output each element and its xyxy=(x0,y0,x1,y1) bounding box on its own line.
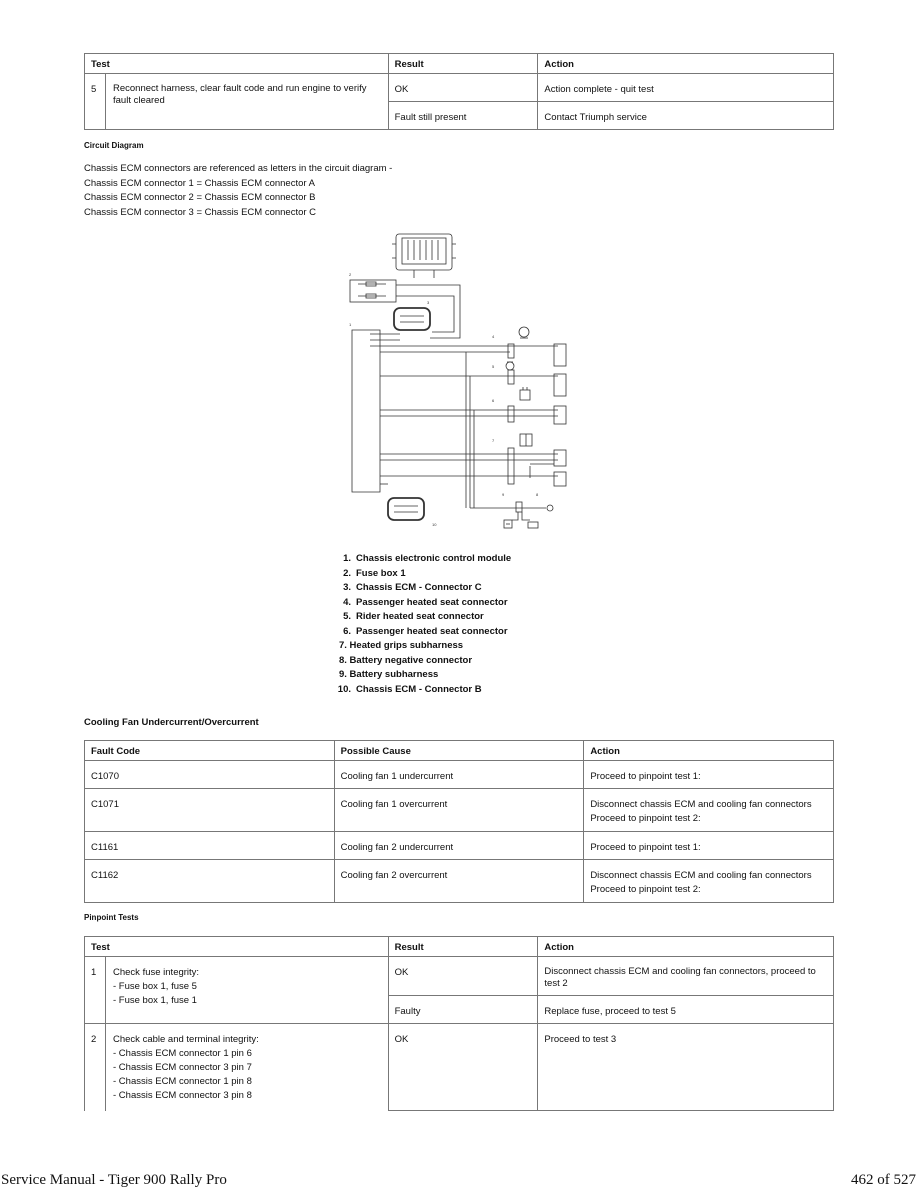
result-cell: Faulty xyxy=(388,996,538,1024)
test-description: Check fuse integrity: - Fuse box 1, fuse 5 - Fuse box 1, fuse 1 xyxy=(113,967,200,1006)
test-description: Reconnect harness, clear fault code and run engine to verify fault cleared xyxy=(113,83,367,106)
header-action: Action xyxy=(538,54,834,74)
diagram-label-7: 7 xyxy=(492,438,495,443)
possible-cause: Cooling fan 2 overcurrent xyxy=(340,870,448,881)
top-test-table xyxy=(84,53,834,130)
table-row xyxy=(85,789,834,832)
intro-line: Chassis ECM connector 1 = Chassis ECM connector A xyxy=(84,177,315,189)
test-number: 1 xyxy=(91,967,97,978)
legend-item: 1. Chassis electronic control module xyxy=(343,553,512,564)
fuse-box-graphic xyxy=(396,234,452,270)
header-test: Test xyxy=(85,54,389,74)
legend-item: 5. Rider heated seat connector xyxy=(343,611,484,622)
table-row xyxy=(85,832,834,860)
action-cell: Action complete - quit test xyxy=(538,74,834,102)
diagram-label-8: 8 xyxy=(536,492,539,497)
diagram-label-9: 9 xyxy=(502,492,505,497)
diagram-label-2: 2 xyxy=(349,272,352,277)
pinpoint-tests-heading: Pinpoint Tests xyxy=(84,913,139,922)
legend-item: 7. Heated grips subharness xyxy=(339,640,464,651)
action-cell: Contact Triumph service xyxy=(538,102,834,130)
diagram-label-3: 3 xyxy=(427,300,430,305)
fault-code: C1162 xyxy=(91,870,119,881)
heated-grips-connector-graphic xyxy=(508,448,514,484)
intro-line: Chassis ECM connector 3 = Chassis ECM connector C xyxy=(84,206,317,218)
page-number: 462 of 527 xyxy=(851,1172,916,1188)
result-cell: Fault still present xyxy=(388,102,538,130)
diagram-label-1: 1 xyxy=(349,322,352,327)
rider-seat-connector-graphic xyxy=(508,370,514,384)
result-cell: OK xyxy=(388,957,538,996)
action-cell: Disconnect chassis ECM and cooling fan connectors, proceed to test 2 xyxy=(538,957,834,996)
header-fault-code: Fault Code xyxy=(85,741,335,761)
header-action: Action xyxy=(538,937,834,957)
header-action: Action xyxy=(584,741,834,761)
intro-text xyxy=(84,162,392,220)
action-cell: Proceed to test 3 xyxy=(538,1024,834,1111)
legend-item: 8. Battery negative connector xyxy=(339,654,473,666)
header-test: Test xyxy=(85,937,389,957)
fault-code: C1071 xyxy=(91,799,119,810)
fault-code: C1161 xyxy=(91,842,119,853)
legend-item: 4. Passenger heated seat connector xyxy=(343,596,508,608)
legend-item: 6. Passenger heated seat connector xyxy=(343,625,508,637)
circuit-diagram-heading: Circuit Diagram xyxy=(84,141,144,150)
test-cell xyxy=(85,74,389,130)
result-cell: OK xyxy=(388,1024,538,1111)
header-result: Result xyxy=(388,937,538,957)
action: Disconnect chassis ECM and cooling fan connectors Proceed to pinpoint test 2: xyxy=(590,870,812,895)
intro-line: Chassis ECM connector 2 = Chassis ECM connector B xyxy=(84,192,316,203)
result-cell: OK xyxy=(388,74,538,102)
action: Proceed to pinpoint test 1: xyxy=(590,771,701,782)
cooling-fan-heading: Cooling Fan Undercurrent/Overcurrent xyxy=(84,717,259,728)
fault-code-table xyxy=(84,740,834,903)
possible-cause: Cooling fan 1 overcurrent xyxy=(340,799,448,810)
action: Disconnect chassis ECM and cooling fan connectors Proceed to pinpoint test 2: xyxy=(590,799,812,824)
action-cell: Replace fuse, proceed to test 5 xyxy=(538,996,834,1024)
fault-code: C1070 xyxy=(91,771,119,782)
legend-item: 10. Chassis ECM - Connector B xyxy=(337,683,482,695)
diagram-label-5: 5 xyxy=(492,364,495,369)
circuit-diagram xyxy=(340,228,580,532)
footer-title: Service Manual - Tiger 900 Rally Pro xyxy=(1,1172,227,1188)
test-number: 2 xyxy=(91,1034,97,1045)
test-cell xyxy=(85,957,389,1024)
diagram-label-4: 4 xyxy=(492,334,495,339)
chassis-ecm-graphic xyxy=(352,330,380,492)
table-row xyxy=(85,761,834,789)
legend-item: 2. Fuse box 1 xyxy=(343,567,406,579)
action: Proceed to pinpoint test 1: xyxy=(590,842,701,853)
possible-cause: Cooling fan 2 undercurrent xyxy=(340,842,454,853)
diagram-legend xyxy=(335,552,511,697)
legend-item: 3. Chassis ECM - Connector C xyxy=(343,582,482,593)
intro-line: Chassis ECM connectors are referenced as letters in the circuit diagram - xyxy=(84,163,393,174)
ecm-connector-c-graphic xyxy=(394,308,430,330)
diagram-label-6: 6 xyxy=(492,398,495,403)
possible-cause: Cooling fan 1 undercurrent xyxy=(340,771,454,782)
fuse-box-1-graphic xyxy=(350,280,396,302)
test-description: Check cable and terminal integrity: - Chassis ECM connector 1 pin 6 - Chassis ECM connector 3 pin 7 - Chassis ECM connector 1 pin 8 - Chassis ECM connector 3 pin 8 xyxy=(113,1034,259,1101)
passenger-seat-connector-2-graphic xyxy=(508,406,514,422)
test-cell xyxy=(85,1024,389,1111)
header-result: Result xyxy=(388,54,538,74)
ecm-connector-b-graphic xyxy=(388,498,424,520)
diagram-label-10: 10 xyxy=(432,522,437,527)
legend-item: 9. Battery subharness xyxy=(339,669,439,680)
table-row xyxy=(85,860,834,903)
header-possible-cause: Possible Cause xyxy=(334,741,584,761)
pinpoint-test-table xyxy=(84,936,834,1111)
test-number: 5 xyxy=(91,84,97,95)
